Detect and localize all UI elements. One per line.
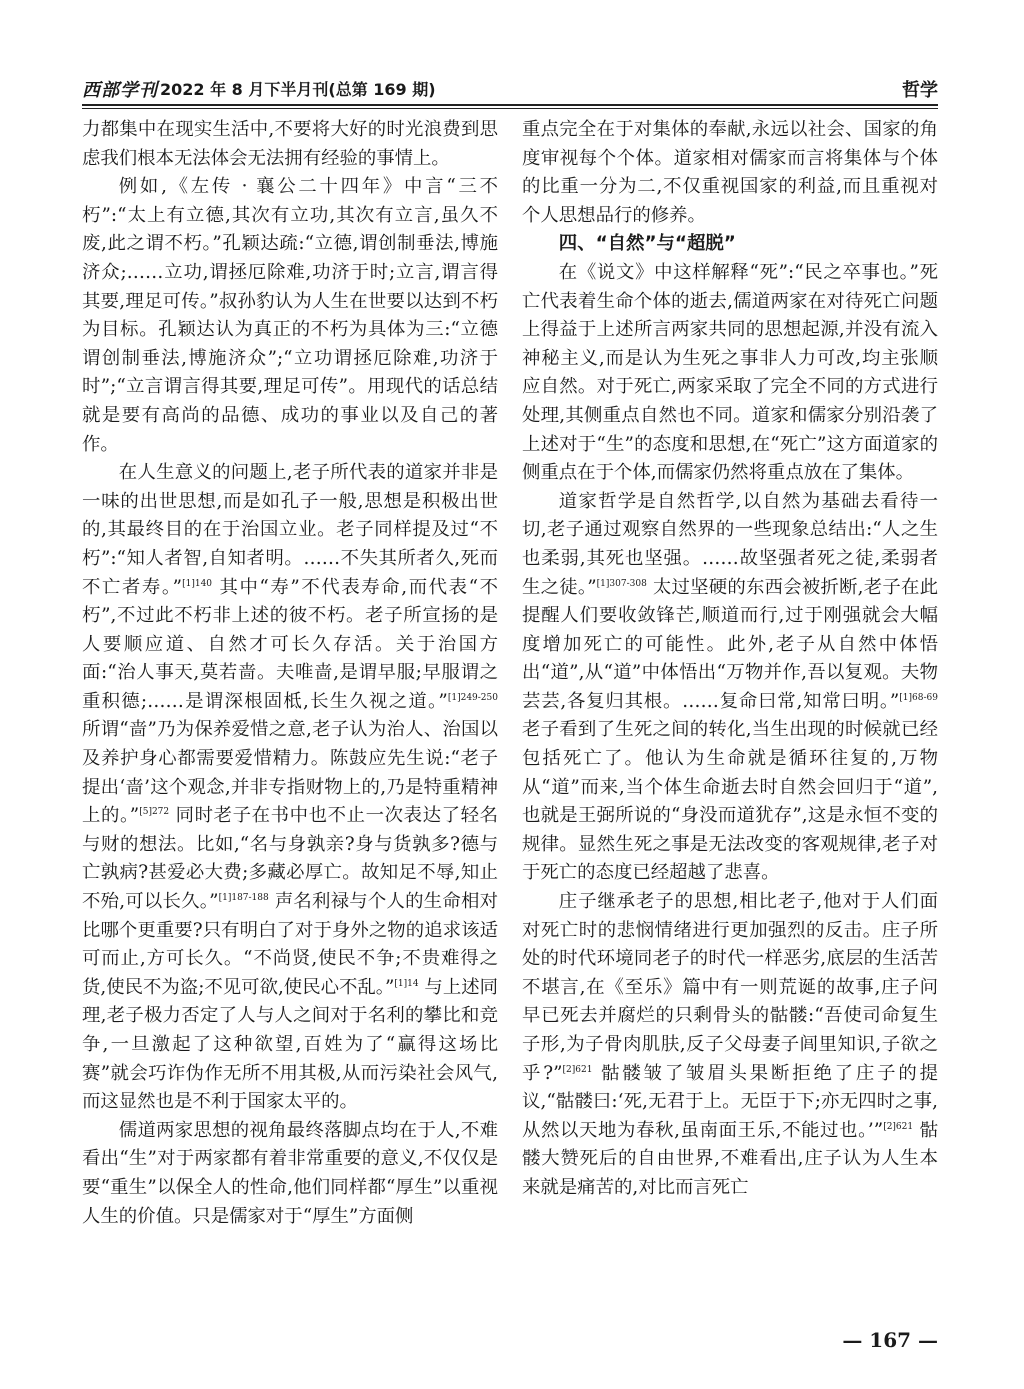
text-run: 骷髅皱了皱眉头果断拒绝了庄子的提议,“骷髅曰:‘死,无君于上。无臣于下;亦无四时之事,从然以天地为春秋,虽南面王乐,不能过也。’”	[522, 1062, 938, 1141]
page-number: — 167 —	[842, 1328, 938, 1352]
left-column	[82, 116, 498, 1231]
text-run: 老子看到了生死之间的转化,当生出现的时候就已经包括死亡了。他认为生命就是循环往复的,万物从“道”而来,当个体生命逝去时自然会回归于“道”,也就是王弼所说的“身没而道犹存”,这是永恒不变的规律。显然生死之事是无法改变的客观规律,老子对于死亡的态度已经超越了悲喜。	[522, 719, 938, 884]
citation-ref: [2]621	[562, 1064, 593, 1075]
citation-ref: [5]272	[139, 807, 170, 818]
section-heading: 四、“自然”与“超脱”	[558, 233, 736, 255]
paragraph: 力都集中在现实生活中,不要将大好的时光浪费到思虑我们根本无法体会无法拥有经验的事情上。	[82, 119, 498, 169]
text-run: 骷髅大赞死后的自由世界,不难看出,庄子认为人生本来就是痛苦的,对比而言死亡	[522, 1119, 938, 1198]
paragraph: 例如,《左传 · 襄公二十四年》中言“三不朽”:“太上有立德,其次有立功,其次有立言,虽久不废,此之谓不朽。”孔颖达疏:“立德,谓创制垂法,博施济众;……立功,谓拯厄除难,功济于时;立言,谓言得其要,理足可传。”叔孙豹认为人生在世要以达到不朽为目标。孔颖达认为真正的不朽为具体为三:“立德谓创制垂法,博施济众”;“立功谓拯厄除难,功济于时”;“立言谓言得其要,理足可传”。用现代的话总结就是要有高尚的品德、成功的事业以及自己的著作。	[82, 176, 498, 455]
text-run: 庄子继承老子的思想,相比老子,他对于人们面对死亡时的悲悯情绪进行更加强烈的反击。庄子所处的时代环境同老子的时代一样恶劣,底层的生活苦不堪言,在《至乐》篇中有一则荒诞的故事,庄子问早已死去并腐烂的只剩骨头的骷髅:“吾使司命复生子形,为子骨肉肌肤,反子父母妻子闾里知识,子欲之乎?”	[522, 891, 938, 1084]
text-run: 道家哲学是自然哲学,以自然为基础去看待一切,老子通过观察自然界的一些现象总结出:“人之生也柔弱,其死也坚强。……故坚强者死之徒,柔弱者生之徒。”	[522, 490, 938, 598]
paragraph: 儒道两家思想的视角最终落脚点均在于人,不难看出“生”对于两家都有着非常重要的意义,不仅仅是要“重生”以保全人的性命,他们同样都“厚生”以重视人生的价值。只是儒家对于“厚生”方面侧	[82, 1119, 498, 1227]
text-run: 与上述同理,老子极力否定了人与人之间对于名利的攀比和竞争,一旦激起了这种欲望,百姓为了“赢得这场比赛”就会巧诈伪作无所不用其极,从而污染社会风气,而这显然也是不利于国家太平的。	[82, 976, 498, 1113]
issue-info: 2022 年 8 月下半月刊(总第 169 期)	[160, 80, 436, 99]
paragraph	[522, 888, 938, 1203]
citation-ref: [1]307-308	[596, 578, 647, 589]
paragraph: 重点完全在于对集体的奉献,永远以社会、国家的角度审视每个个体。道家相对儒家而言将集体与个体的比重一分为二,不仅重视国家的利益,而且重视对个人思想品行的修养。	[522, 119, 938, 226]
citation-ref: [1]140	[182, 578, 213, 589]
citation-ref: [1]14	[394, 978, 419, 989]
paragraph	[522, 488, 938, 888]
text-run: 在人生意义的问题上,老子所代表的道家并非是一味的出世思想,而是如孔子一般,思想是积极出世的,其最终目的在于治国立业。老子同样提及过“不朽”:“知人者智,自知者明。……不失其所者久,死而不亡者寿。”	[82, 462, 498, 598]
header-rule	[82, 104, 938, 106]
section-label: 哲学	[902, 80, 938, 101]
text-run: 同时老子在书中也不止一次表达了轻名与财的想法。比如,“名与身孰亲?身与货孰多?德与亡孰病?甚爱必大费;多藏必厚亡。故知足不辱,知止不殆,可以长久。”	[82, 805, 498, 913]
journal-logo: 西部学刊	[82, 80, 158, 101]
text-run: 声名利禄与个人的生命相对比哪个更重要?只有明白了对于身外之物的追求该适可而止,方可长久。“不尚贤,使民不争;不贵难得之货,使民不为盗;不见可欲,使民心不乱。”	[82, 891, 498, 998]
right-column	[522, 116, 938, 1203]
paragraph: 在《说文》中这样解释“死”:“民之卒事也。”死亡代表着生命个体的逝去,儒道两家在对待死亡问题上得益于上述所言两家共同的思想起源,并没有流入神秘主义,而是认为生死之事非人力可改,均主张顺应自然。对于死亡,两家采取了完全不同的方式进行处理,其侧重点自然也不同。道家和儒家分别沿袭了上述对于“生”的态度和思想,在“死亡”这方面道家的侧重点在于个体,而儒家仍然将重点放在了集体。	[522, 261, 938, 484]
citation-ref: [1]68-69	[899, 692, 938, 703]
text-run: 太过坚硬的东西会被折断,老子在此提醒人们要收敛锋芒,顺道而行,过于刚强就会大幅度增加死亡的可能性。此外,老子从自然中体悟出“道”,从“道”中体悟出“万物并作,吾以复观。夫物芸芸,各复归其根。……复命曰常,知常曰明。”	[522, 576, 938, 712]
citation-ref: [2]621	[883, 1121, 914, 1132]
header-rule-thin	[82, 108, 938, 109]
paragraph	[82, 459, 498, 1117]
text-run: 其中“寿”不代表寿命,而代表“不朽”,不过此不朽非上述的彼不朽。老子所宣扬的是人要顺应道、自然才可长久存活。关于治国方面:“治人事天,莫若啬。夫唯啬,是谓早服;早服谓之重积德;……是谓深根固柢,长生久视之道。”	[82, 576, 498, 712]
citation-ref: [1]249-250	[447, 692, 498, 703]
text-run: 所谓“啬”乃为保养爱惜之意,老子认为治人、治国以及养护身心都需要爱惜精力。陈鼓应先生说:“老子提出‘啬’这个观念,并非专指财物上的,乃是特重精神上的。”	[82, 719, 498, 827]
running-header	[82, 76, 938, 102]
citation-ref: [1]187-188	[218, 892, 269, 903]
